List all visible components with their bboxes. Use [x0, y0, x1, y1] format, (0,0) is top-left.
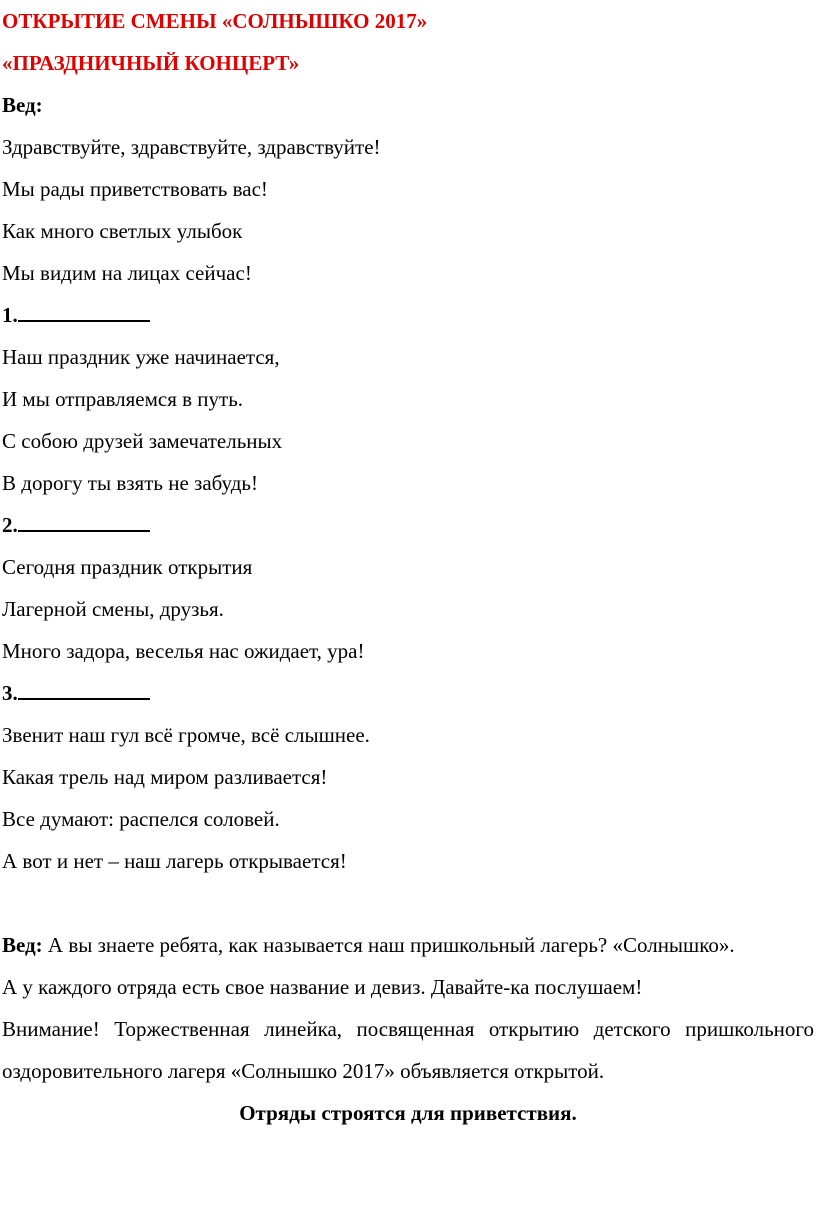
verse-number-2-label: 2.: [2, 513, 18, 537]
paragraph-1: [2, 924, 814, 966]
verse2-line: Лагерной смены, друзья.: [2, 597, 224, 621]
paragraph-1-speaker: Вед:: [2, 933, 43, 957]
verse3-line: Все думают: распелся соловей.: [2, 807, 280, 831]
verse1-line: В дорогу ты взять не забудь!: [2, 471, 258, 495]
verse1-line: С собою друзей замечательных: [2, 429, 283, 453]
title-line-2: «ПРАЗДНИЧНЫЙ КОНЦЕРТ»: [2, 51, 300, 75]
document-page: [2, 0, 814, 1134]
closing-line: Отряды строятся для приветствия.: [239, 1101, 577, 1125]
paragraph-2: А у каждого отряда есть свое название и девиз. Давайте-ка послушаем!: [2, 975, 643, 999]
verse-number-2: [2, 504, 814, 546]
verse2-line: Сегодня праздник открытия: [2, 555, 253, 579]
verse3-line: Звенит наш гул всё громче, всё слышнее.: [2, 723, 370, 747]
verse-number-3-label: 3.: [2, 681, 18, 705]
intro-line: Здравствуйте, здравствуйте, здравствуйте!: [2, 135, 381, 159]
verse3-line: Какая трель над миром разливается!: [2, 765, 328, 789]
verse1-line: Наш праздник уже начинается,: [2, 345, 280, 369]
title-line-1: ОТКРЫТИЕ СМЕНЫ «СОЛНЫШКО 2017»: [2, 9, 428, 33]
speaker-label: Вед:: [2, 93, 43, 117]
verse-number-1-label: 1.: [2, 303, 18, 327]
name-blank-line: [18, 680, 150, 700]
name-blank-line: [18, 512, 150, 532]
name-blank-line: [18, 302, 150, 322]
verse3-line: А вот и нет – наш лагерь открывается!: [2, 849, 347, 873]
verse1-line: И мы отправляемся в путь.: [2, 387, 244, 411]
intro-line: Как много светлых улыбок: [2, 219, 243, 243]
blank-gap: [2, 882, 814, 924]
paragraph-1-text: А вы знаете ребята, как называется наш пришкольный лагерь? «Солнышко».: [42, 933, 735, 957]
intro-line: Мы рады приветствовать вас!: [2, 177, 268, 201]
verse-number-3: [2, 672, 814, 714]
verse-number-1: [2, 294, 814, 336]
paragraph-3: Внимание! Торжественная линейка, посвященная открытию детского пришкольного оздоровительного лагеря «Солнышко 2017» объявляется открытой.: [2, 1017, 814, 1083]
intro-line: Мы видим на лицах сейчас!: [2, 261, 252, 285]
verse2-line: Много задора, веселья нас ожидает, ура!: [2, 639, 365, 663]
